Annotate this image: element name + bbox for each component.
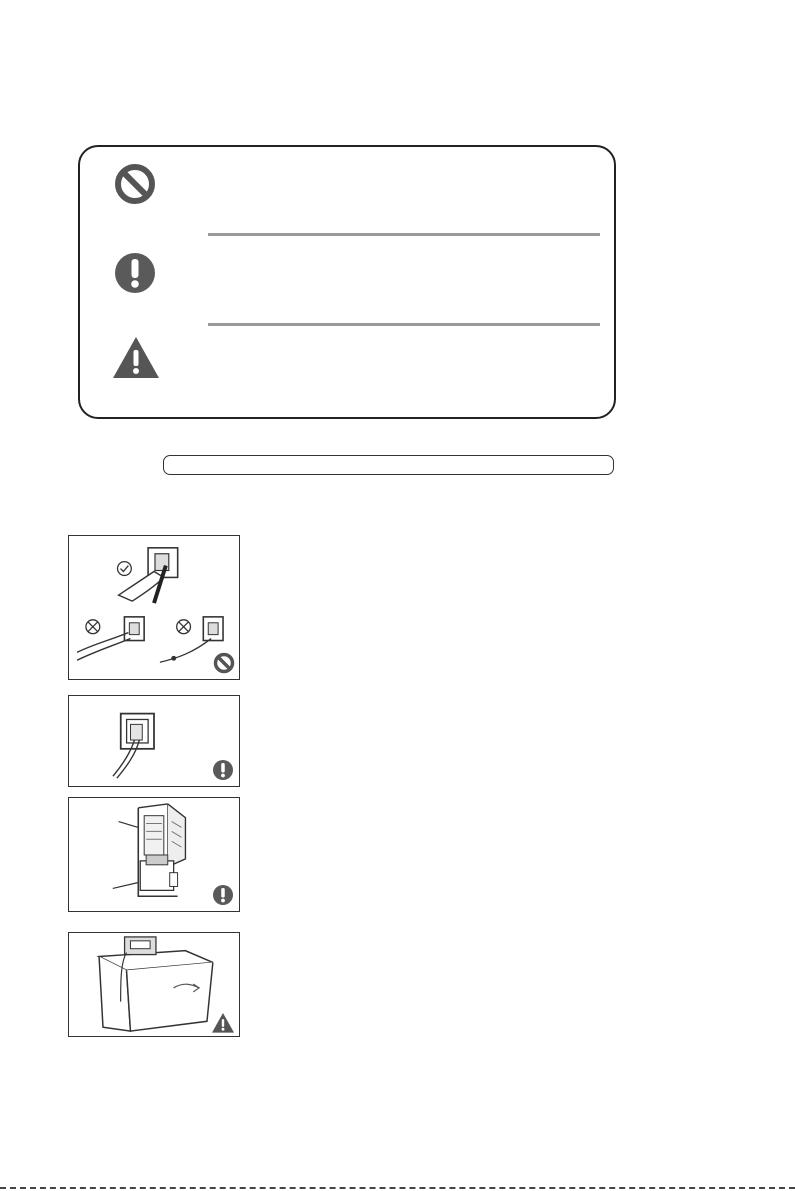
illustration-item-on-top [68, 932, 240, 1037]
illustration-outlet [68, 695, 240, 787]
prohibition-icon [113, 162, 157, 206]
mandatory-exclamation-icon [212, 759, 234, 781]
page-bottom-divider [0, 1187, 795, 1189]
warning-triangle-icon [111, 335, 161, 381]
mandatory-exclamation-icon [212, 884, 234, 906]
legend-divider [208, 323, 600, 326]
warning-triangle-icon [210, 1012, 236, 1034]
note-bar [163, 455, 614, 475]
legend-divider [208, 233, 600, 236]
symbol-legend-box [78, 145, 616, 419]
mandatory-exclamation-icon [113, 251, 157, 295]
prohibition-icon [213, 652, 235, 674]
illustration-unplug [68, 535, 240, 680]
illustration-open-appliance [68, 797, 240, 912]
